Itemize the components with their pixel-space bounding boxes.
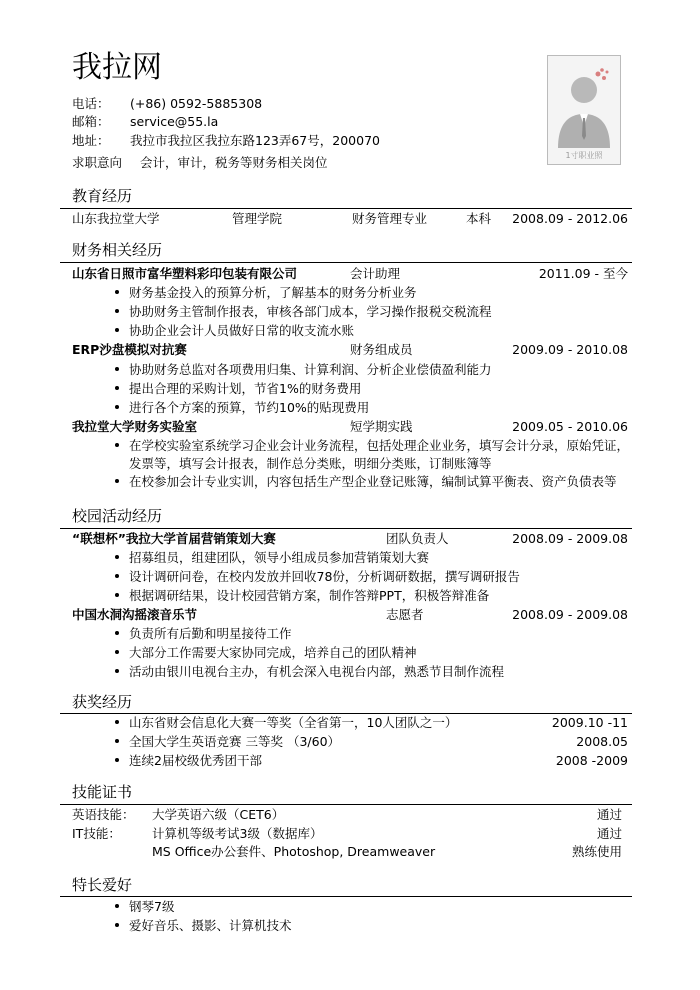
avatar-icon	[548, 56, 620, 148]
finance-dates-1: 2011.09 - 至今	[538, 266, 628, 281]
education-title: 教育经历	[72, 187, 133, 205]
finance-role-1: 会计助理	[350, 266, 401, 281]
list-item: 山东省财会信息化大赛一等奖（全省第一，10人团队之一）	[115, 714, 457, 732]
list-item: 协助财务总监对各项费用归集、计算利润、分析企业偿债盈利能力	[115, 361, 492, 379]
skill-status-3: 熟练使用	[571, 844, 622, 859]
address-value: 我拉市我拉区我拉东路123弄67号，200070	[130, 133, 380, 148]
list-item: 全国大学生英语竞赛 三等奖 （3/60）	[115, 733, 340, 751]
phone-label: 电话：	[72, 96, 110, 111]
campus-org-1: “联想杯”我拉大学首届营销策划大赛	[72, 531, 276, 546]
award-date-1: 2009.10 -11	[551, 715, 628, 730]
list-item: 设计调研问卷，在校内发放并回收78份，分析调研数据，撰写调研报告	[115, 568, 520, 586]
list-item: 连续2届校级优秀团干部	[115, 752, 262, 770]
objective-label: 求职意向	[72, 155, 123, 170]
skill-value-2: 计算机等级考试3级（数据库）	[152, 826, 323, 841]
skill-label-1: 英语技能：	[72, 807, 135, 822]
profile-photo	[547, 55, 621, 165]
finance-role-3: 短学期实践	[350, 419, 413, 434]
objective-value: 会计，审计，税务等财务相关岗位	[140, 155, 328, 170]
campus-role-1: 团队负责人	[386, 531, 449, 546]
list-item: 钢琴7级	[115, 898, 174, 916]
list-item: 爱好音乐、摄影、计算机技术	[115, 917, 292, 935]
award-date-2: 2008.05	[576, 734, 628, 749]
education-degree: 本科	[466, 211, 492, 226]
list-item: 协助企业会计人员做好日常的收支流水账	[115, 322, 354, 340]
education-major: 财务管理专业	[352, 211, 428, 226]
photo-caption: 1寸职业照	[565, 151, 603, 160]
skill-value-3: MS Office办公套件、Photoshop, Dreamweaver	[152, 844, 436, 859]
list-item-continuation: 发票等，填写会计报表，制作总分类账，明细分类账，订制账簿等	[129, 456, 492, 471]
finance-dates-2: 2009.09 - 2010.08	[512, 342, 628, 357]
list-item: 活动由银川电视台主办，有机会深入电视台内部，熟悉节目制作流程	[115, 663, 504, 681]
education-divider	[60, 208, 632, 209]
list-item: 在学校实验室系统学习企业会计业务流程，包括处理企业业务，填写会计分录，原始凭证，	[115, 437, 629, 455]
hobbies-divider	[60, 896, 632, 897]
skills-title: 技能证书	[72, 783, 133, 801]
campus-title: 校园活动经历	[72, 507, 163, 525]
finance-org-1: 山东省日照市富华塑料彩印包装有限公司	[72, 266, 298, 281]
finance-org-3: 我拉堂大学财务实验室	[72, 419, 198, 434]
list-item: 进行各个方案的预算，节约10%的贴现费用	[115, 399, 369, 417]
awards-title: 获奖经历	[72, 693, 133, 711]
campus-divider	[60, 528, 632, 529]
skill-status-2: 通过	[596, 826, 622, 841]
campus-org-2: 中国水洞沟摇滚音乐节	[72, 607, 198, 622]
email-value: service@55.la	[130, 114, 219, 129]
education-school: 山东我拉堂大学	[72, 211, 160, 226]
list-item: 大部分工作需要大家协同完成，培养自己的团队精神	[115, 644, 417, 662]
campus-dates-1: 2008.09 - 2009.08	[512, 531, 628, 546]
list-item: 提出合理的采购计划，节省1%的财务费用	[115, 380, 361, 398]
finance-org-2: ERP沙盘模拟对抗赛	[72, 342, 187, 357]
education-college: 管理学院	[232, 211, 283, 226]
address-label: 地址：	[72, 133, 110, 148]
list-item: 招募组员，组建团队，领导小组成员参加营销策划大赛	[115, 549, 429, 567]
education-dates: 2008.09 - 2012.06	[512, 211, 628, 226]
list-item: 负责所有后勤和明星接待工作	[115, 625, 292, 643]
list-item: 财务基金投入的预算分析，了解基本的财务分析业务	[115, 284, 417, 302]
list-item: 在校参加会计专业实训，内容包括生产型企业登记账簿，编制试算平衡表、资产负债表等	[115, 473, 617, 491]
resume-name: 我拉网	[72, 50, 162, 85]
phone-value: (+86) 0592-5885308	[130, 96, 263, 111]
campus-role-2: 志愿者	[386, 607, 424, 622]
skill-label-2: IT技能：	[72, 826, 121, 841]
email-label: 邮箱：	[72, 114, 110, 129]
finance-role-2: 财务组成员	[350, 342, 413, 357]
skill-value-1: 大学英语六级（CET6）	[152, 807, 285, 822]
finance-title: 财务相关经历	[72, 241, 163, 259]
list-item: 根据调研结果，设计校园营销方案，制作答辩PPT，积极答辩准备	[115, 587, 489, 605]
finance-dates-3: 2009.05 - 2010.06	[512, 419, 628, 434]
campus-dates-2: 2008.09 - 2009.08	[512, 607, 628, 622]
skill-status-1: 通过	[596, 807, 622, 822]
hobbies-title: 特长爱好	[72, 876, 133, 894]
award-date-3: 2008 -2009	[555, 753, 628, 768]
skills-divider	[60, 804, 632, 805]
finance-divider	[60, 262, 632, 263]
list-item: 协助财务主管制作报表，审核各部门成本，学习操作报税交税流程	[115, 303, 492, 321]
